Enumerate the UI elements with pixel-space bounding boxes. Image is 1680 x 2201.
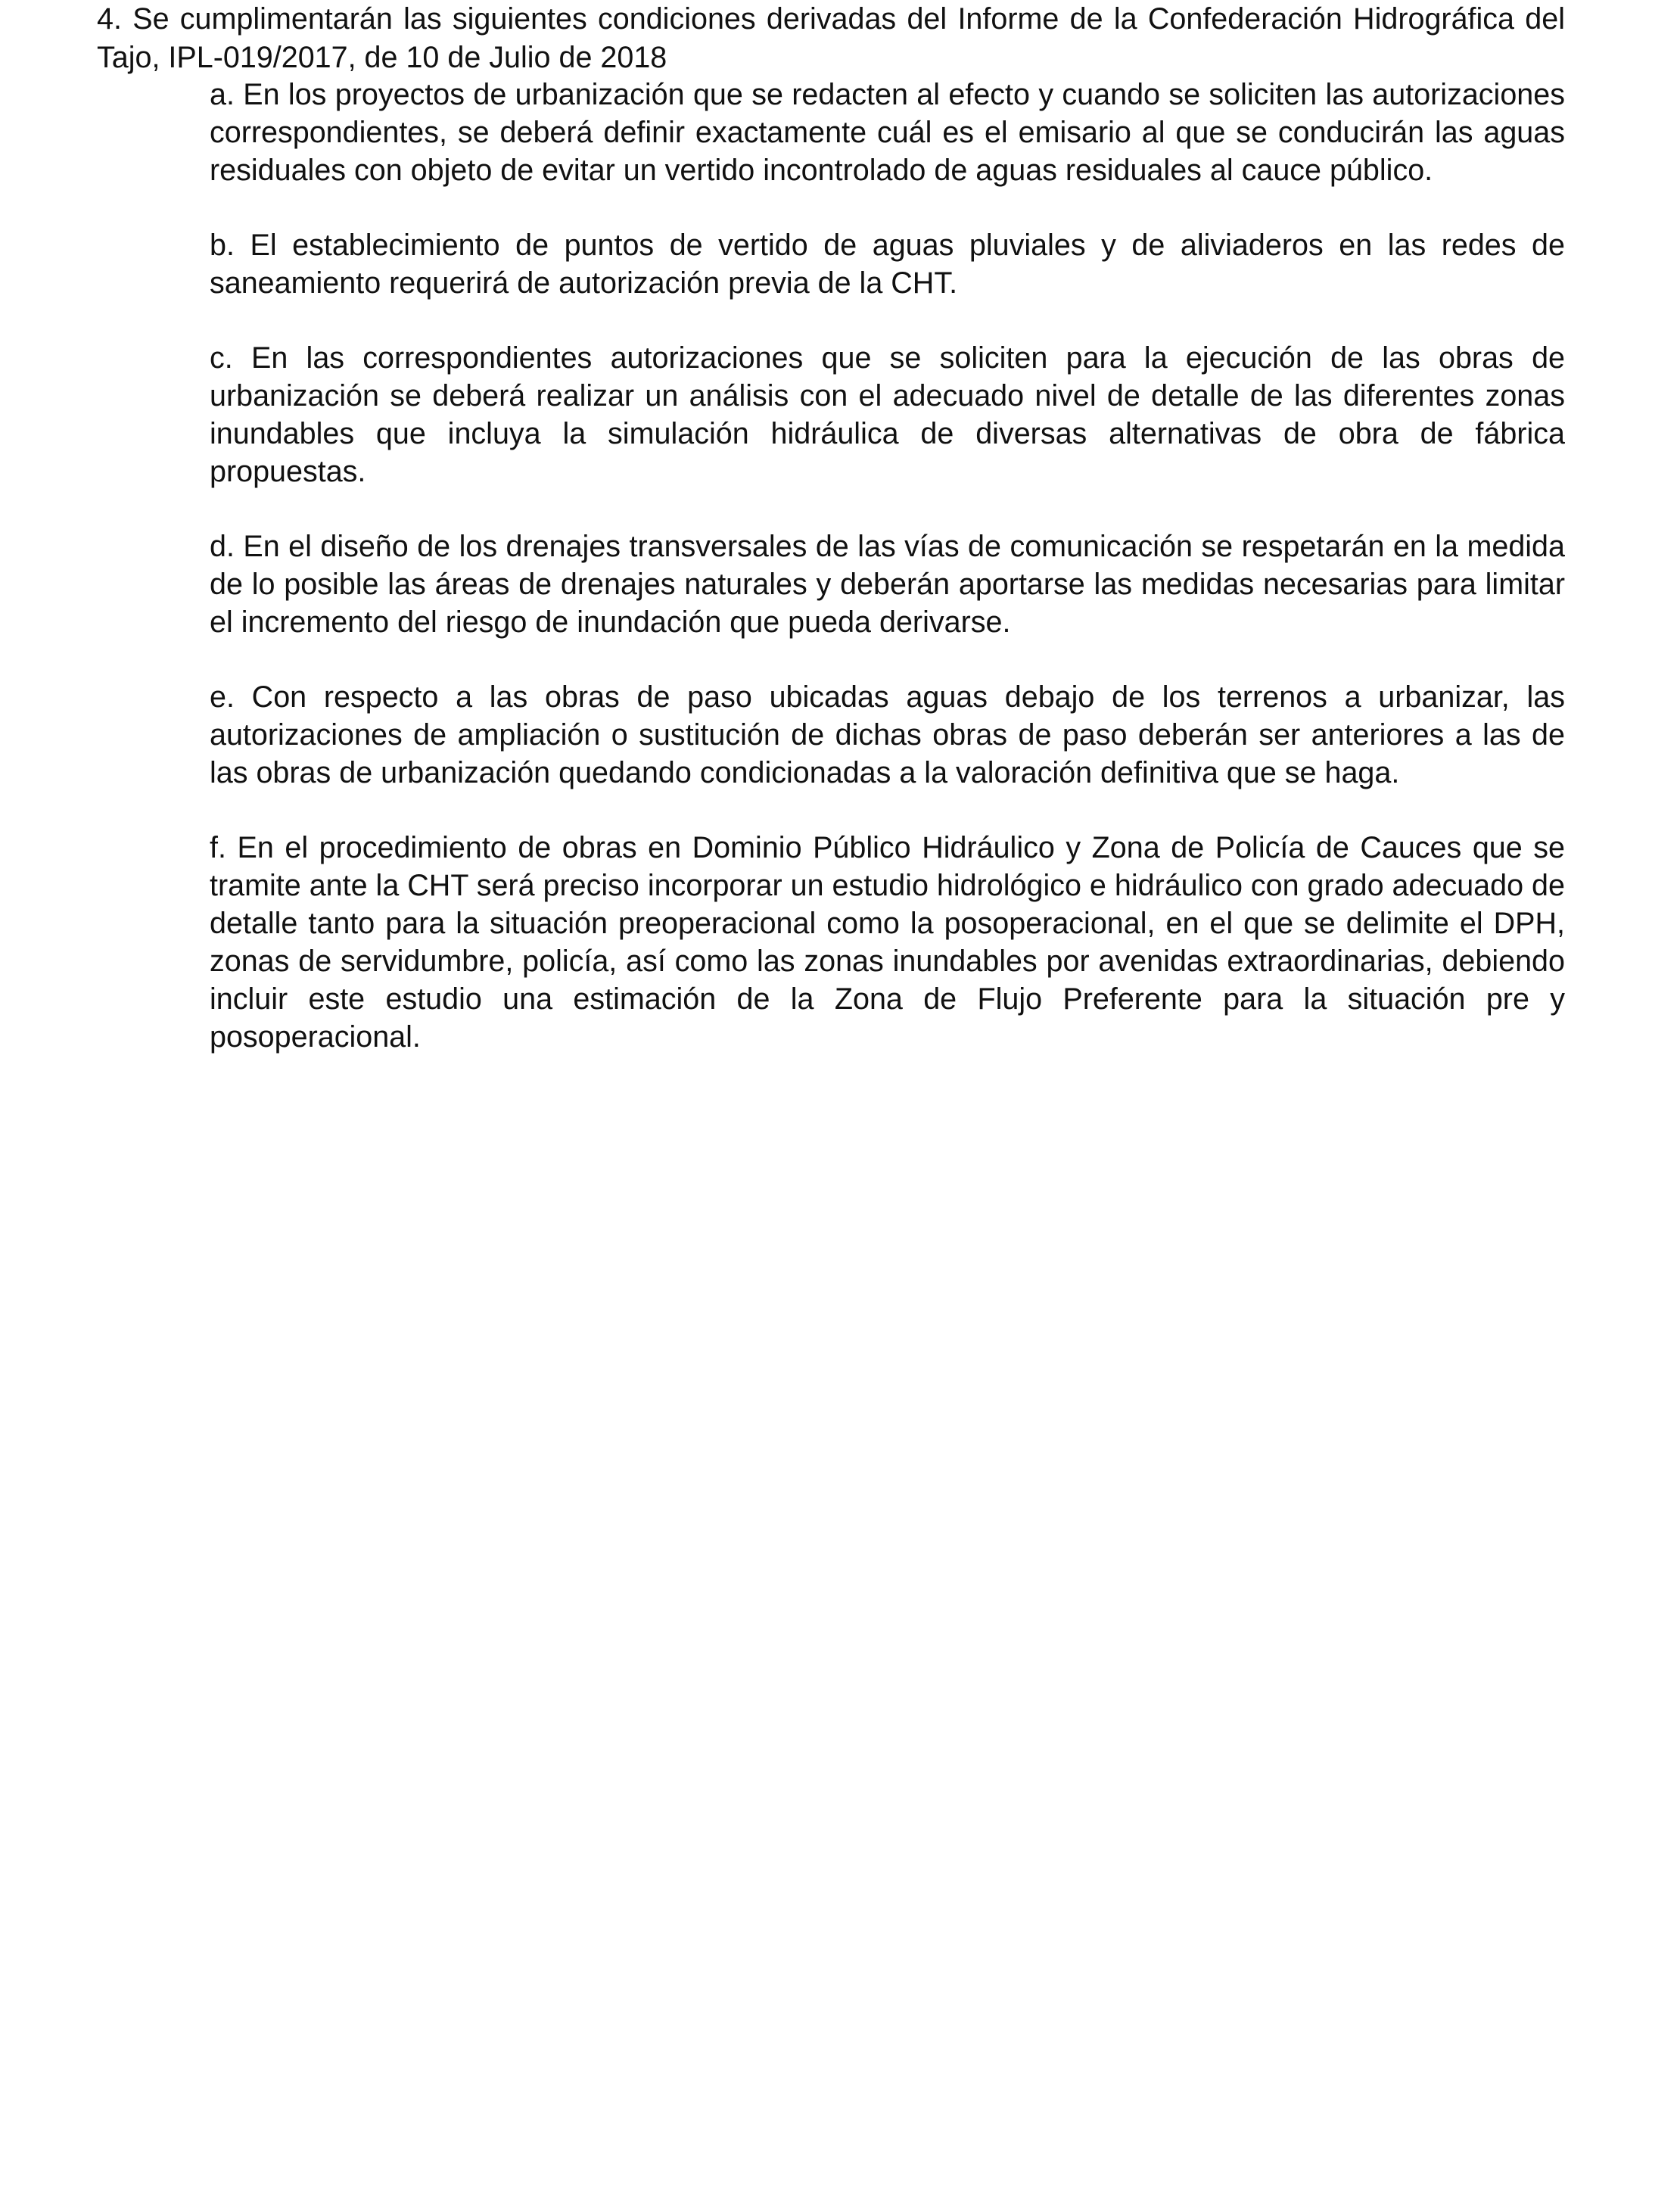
condition-item-c: c. En las correspondientes autorizaciones que se soliciten para la ejecución de las obras de urbanización se deberá realizar un análisis con el adecuado nivel de detalle de las diferentes zonas inundables que incluya la simulación hidráulica de diversas alternativas de obra de fábrica propuestas. [210, 341, 1565, 488]
condition-item-d: d. En el diseño de los drenajes transversales de las vías de comunicación se respetarán en la medida de lo posible las áreas de drenajes naturales y deberán aportarse las medidas necesarias para limitar el incremento del riesgo de inundación que pueda derivarse. [210, 530, 1565, 639]
condition-item-a: a. En los proyectos de urbanización que se redacten al efecto y cuando se soliciten las autorizaciones correspondientes, se deberá definir exactamente cuál es el emisario al que se conducirán las aguas residuales con objeto de evitar un vertido incontrolado de aguas residuales al cauce público. [210, 78, 1565, 187]
conditions-list [210, 76, 1565, 1056]
condition-item-f: f. En el procedimiento de obras en Dominio Público Hidráulico y Zona de Policía de Cauces que se tramite ante la CHT será preciso incorporar un estudio hidrológico e hidráulico con grado adecuado de detalle tanto para la situación preoperacional como la posoperacional, en el que se delimite el DPH, zonas de servidumbre, policía, así como las zonas inundables por avenidas extraordinarias, debiendo incluir este estudio una estimación de la Zona de Flujo Preferente para la situación pre y posoperacional. [210, 831, 1565, 1054]
condition-item-e: e. Con respecto a las obras de paso ubicadas aguas debajo de los terrenos a urbanizar, las autorizaciones de ampliación o sustitución de dichas obras de paso deberán ser anteriores a las de las obras de urbanización quedando condicionadas a la valoración definitiva que se haga. [210, 680, 1565, 789]
section-heading: 4. Se cumplimentarán las siguientes condiciones derivadas del Informe de la Confederación Hidrográfica del Tajo, IPL-019/2017, de 10 de Julio de 2018 [97, 2, 1565, 74]
condition-item-b: b. El establecimiento de puntos de vertido de aguas pluviales y de aliviaderos en las redes de saneamiento requerirá de autorización previa de la CHT. [210, 229, 1565, 300]
